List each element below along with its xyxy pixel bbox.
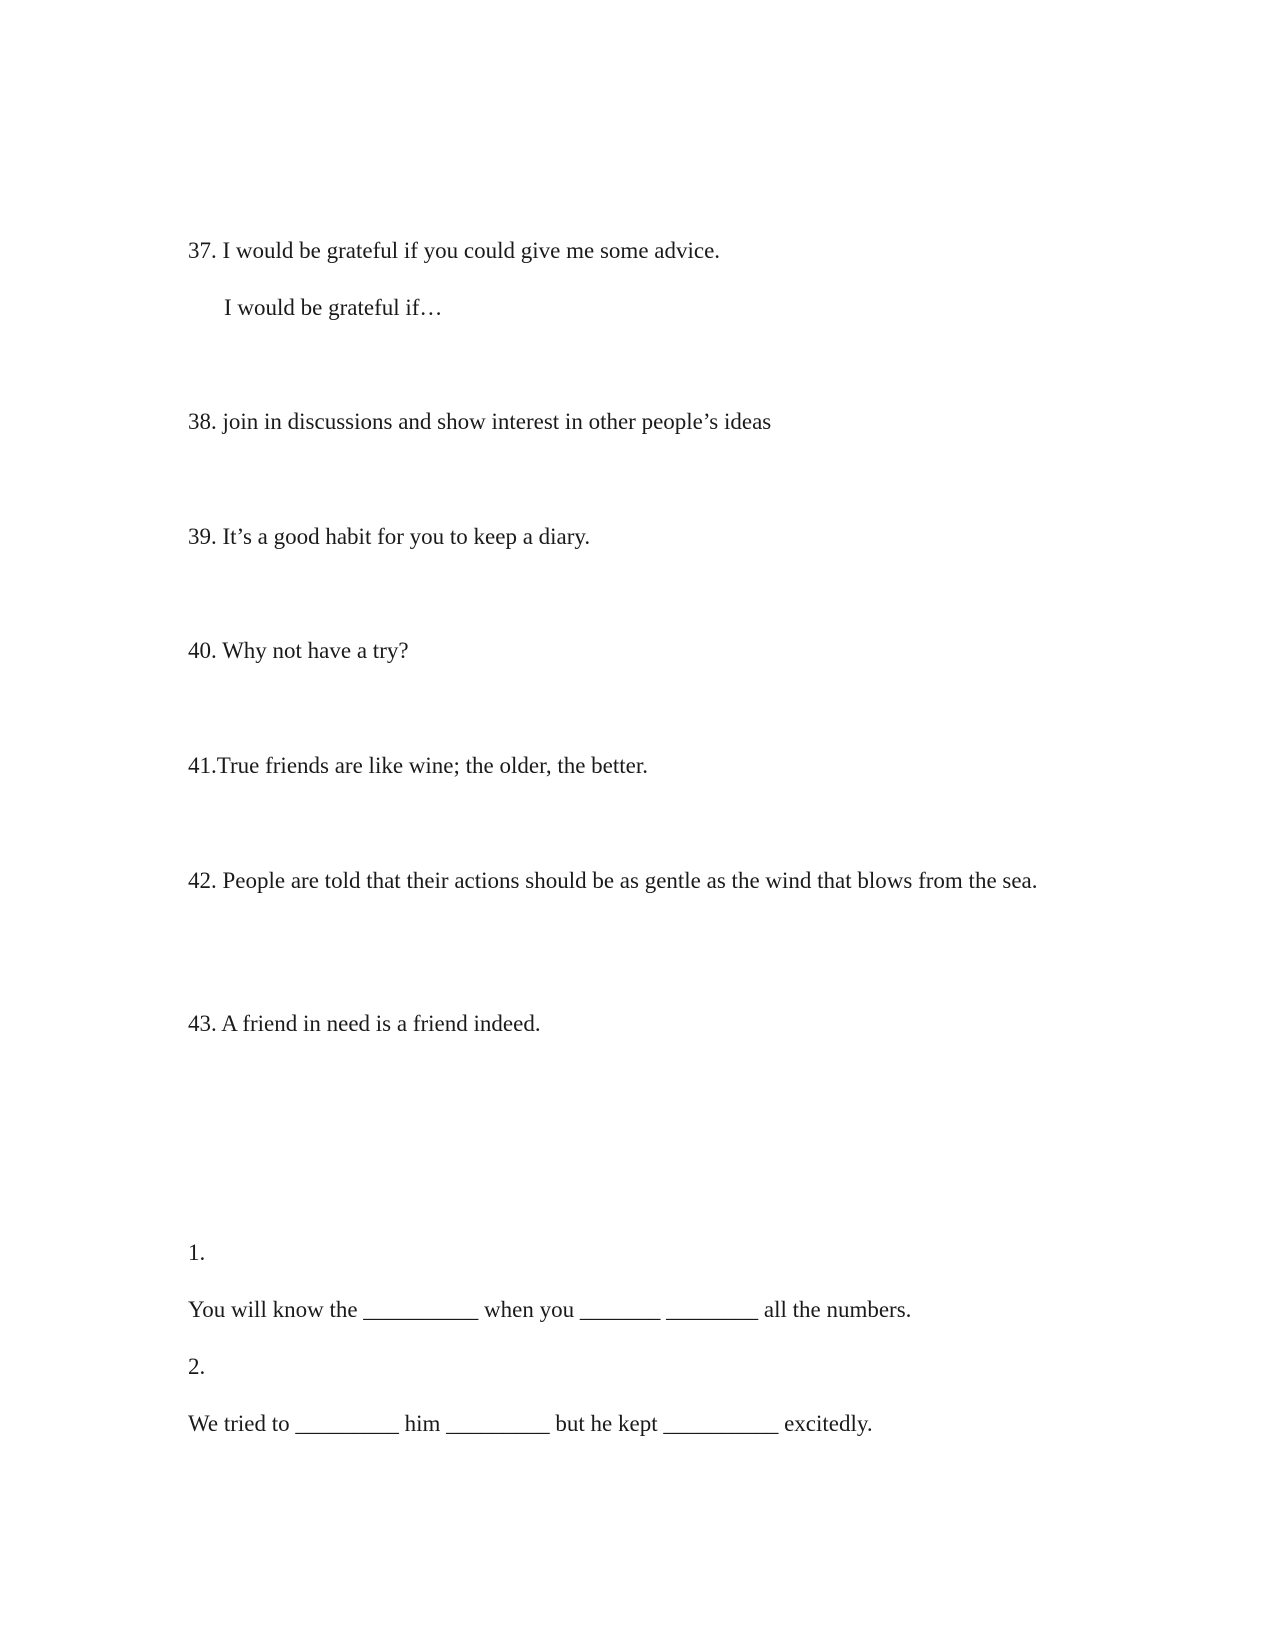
fill-in-sentence-2: We tried to _________ him _________ but he kept __________ excitedly. [188, 1411, 873, 1436]
fill-in-sentence-1: You will know the __________ when you _______ ________ all the numbers. [188, 1297, 912, 1322]
item-37-rewrite-prompt: I would be grateful if… [224, 295, 443, 320]
fill-in-number-1: 1. [188, 1240, 206, 1265]
item-42: 42. People are told that their actions should be as gentle as the wind that blows from the sea. [188, 868, 1038, 893]
fill-in-number-2: 2. [188, 1354, 206, 1379]
item-41: 41.True friends are like wine; the older, the better. [188, 753, 649, 778]
item-40: 40. Why not have a try? [188, 638, 409, 663]
item-39: 39. It’s a good habit for you to keep a diary. [188, 524, 591, 549]
item-43: 43. A friend in need is a friend indeed. [188, 1011, 541, 1036]
item-37: 37. I would be grateful if you could give me some advice. [188, 238, 721, 263]
item-38: 38. join in discussions and show interest in other people’s ideas [188, 409, 772, 434]
